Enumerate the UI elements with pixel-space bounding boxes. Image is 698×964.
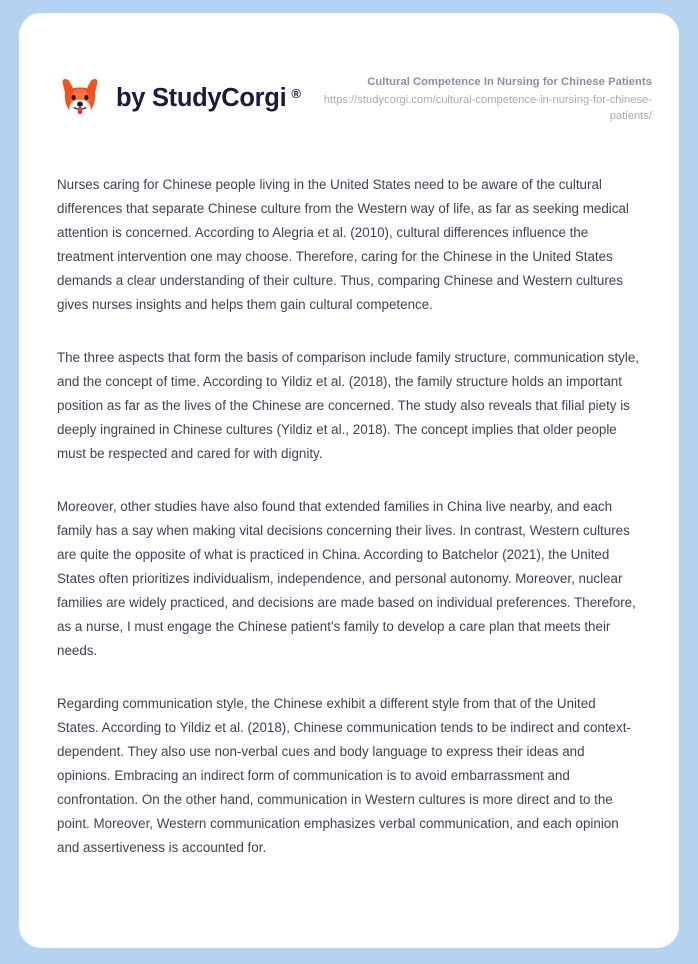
document-source-url[interactable]: https://studycorgi.com/cultural-competence-in-nursing-for-chinese-patients/ [323,94,652,123]
document-header [19,13,679,145]
body-paragraph: The three aspects that form the basis of comparison include family structure, communication style, and the concept of time. According to Yildiz et al. (2018), the family structure holds an important position as far as the lives of the Chinese are concerned. The study also reveals that filial piety is deeply ingrained in Chinese cultures (Yildiz et al., 2018). The concept implies that older people must be respected and cared for with dignity. [57,350,640,461]
registered-trademark-symbol: ® [291,86,301,102]
document-title: Cultural Competence In Nursing for Chinese Patients [367,76,652,88]
corgi-logo-icon [57,76,103,122]
body-paragraph: Moreover, other studies have also found that extended families in China live nearby, and each family has a say when making vital decisions concerning their lives. In contrast, Western cultures are quite the opposite of what is practiced in China. According to Batchelor (2021), the United States often prioritizes individualism, independence, and personal autonomy. Moreover, nuclear families are widely practiced, and decisions are made based on individual preferences. Therefore, as a nurse, I must engage the Chinese patient's family to develop a care plan that meets their needs. [57,499,636,658]
document-body [19,173,679,860]
wordmark-text: by StudyCorgi [116,84,287,113]
body-paragraph: Regarding communication style, the Chinese exhibit a different style from that of the United States. According to Yildiz et al. (2018), Chinese communication tends to be indirect and context-dependent. They also use non-verbal cues and body language to express their ideas and opinions. Embracing an indirect form of communication is to avoid embarrassment and confrontation. On the other hand, communication in Western cultures is more direct and to the point. Moreover, Western communication emphasizes verbal communication, and each opinion and assertiveness is accounted for. [57,696,631,855]
header-document-meta [312,72,652,125]
studycorgi-wordmark [116,86,301,112]
studycorgi-brand[interactable] [57,76,301,122]
body-paragraph: Nurses caring for Chinese people living in the United States need to be aware of the cultural differences that separate Chinese culture from the Western way of life, as far as seeking medical attention is concerned. According to Alegria et al. (2010), cultural differences influence the treatment intervention one may choose. Therefore, caring for the Chinese in the United States demands a clear understanding of their culture. Thus, comparing Chinese and Western cultures gives nurses insights and helps them gain cultural competence. [57,177,629,312]
document-page-card [19,13,679,948]
